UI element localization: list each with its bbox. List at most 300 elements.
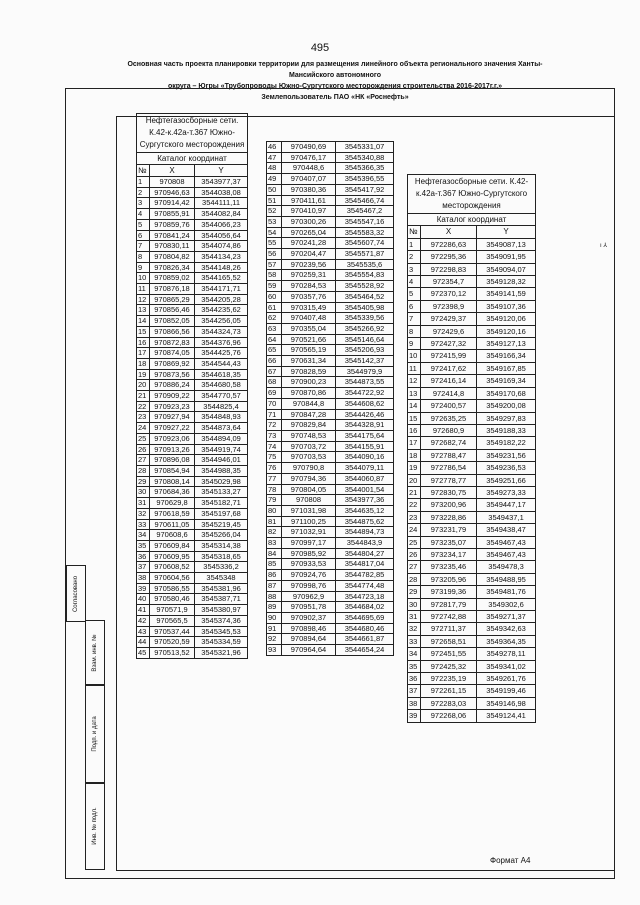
coord-y: 3545554,83 bbox=[336, 270, 394, 281]
coord-x: 970909,22 bbox=[150, 391, 195, 402]
table-row bbox=[408, 474, 536, 486]
point-number: 21 bbox=[137, 391, 150, 402]
coord-x: 970629,8 bbox=[150, 498, 195, 509]
coord-y: 3549481,76 bbox=[477, 586, 536, 598]
coord-y: 3545197,68 bbox=[195, 508, 248, 519]
coord-y: 3549467,43 bbox=[477, 536, 536, 548]
point-number: 33 bbox=[137, 519, 150, 530]
table-row bbox=[267, 538, 394, 549]
point-number: 45 bbox=[137, 647, 150, 658]
coord-y: 3549146,98 bbox=[477, 697, 536, 709]
point-number: 32 bbox=[408, 623, 421, 635]
table-row bbox=[408, 350, 536, 362]
coord-x: 970609,95 bbox=[150, 551, 195, 562]
table-row bbox=[267, 441, 394, 452]
coord-y: 3545535,6 bbox=[336, 259, 394, 270]
table-row bbox=[408, 276, 536, 288]
coord-y: 3544001,54 bbox=[336, 484, 394, 495]
coord-x: 970748,53 bbox=[282, 430, 336, 441]
point-number: 77 bbox=[267, 473, 282, 484]
coord-x: 973231,79 bbox=[421, 524, 477, 536]
coord-y: 3544544,43 bbox=[195, 358, 248, 369]
coord-x: 973200,96 bbox=[421, 499, 477, 511]
point-number: 23 bbox=[137, 412, 150, 423]
table-row bbox=[137, 637, 248, 648]
point-number: 79 bbox=[267, 495, 282, 506]
coord-y: 3544111,11 bbox=[195, 198, 248, 209]
table-row bbox=[137, 605, 248, 616]
table-row bbox=[408, 424, 536, 436]
coord-y: 3545266,04 bbox=[195, 530, 248, 541]
coord-y: 3549120,16 bbox=[477, 325, 536, 337]
table-row bbox=[408, 325, 536, 337]
point-number: 83 bbox=[267, 538, 282, 549]
coord-x: 970571,9 bbox=[150, 605, 195, 616]
table-row bbox=[137, 412, 248, 423]
table-row bbox=[408, 536, 536, 548]
coord-y: 3549200,08 bbox=[477, 400, 536, 412]
coord-y: 3545318,65 bbox=[195, 551, 248, 562]
coord-y: 3544082,84 bbox=[195, 209, 248, 220]
point-number: 7 bbox=[137, 241, 150, 252]
coord-x: 972778,77 bbox=[421, 474, 477, 486]
table-row bbox=[408, 387, 536, 399]
point-number: 1 bbox=[137, 177, 150, 188]
coord-y: 3544038,08 bbox=[195, 187, 248, 198]
point-number: 28 bbox=[408, 573, 421, 585]
table-row bbox=[267, 463, 394, 474]
column-header: Y bbox=[195, 165, 248, 177]
coord-x: 972788,47 bbox=[421, 449, 477, 461]
coord-x: 970898,46 bbox=[282, 623, 336, 634]
point-number: 87 bbox=[267, 580, 282, 591]
table-row bbox=[137, 540, 248, 551]
stamp-vzam bbox=[85, 620, 105, 686]
coord-y: 3544848,93 bbox=[195, 412, 248, 423]
table-row bbox=[267, 345, 394, 356]
stamp-podp-data-label: Подп. и дата bbox=[92, 716, 98, 752]
coord-y: 3544148,26 bbox=[195, 262, 248, 273]
point-number: 18 bbox=[137, 358, 150, 369]
point-number: 88 bbox=[267, 591, 282, 602]
coord-y: 3544235,62 bbox=[195, 305, 248, 316]
table-row bbox=[267, 612, 394, 623]
coord-x: 970410,97 bbox=[282, 206, 336, 217]
coord-x: 970985,92 bbox=[282, 548, 336, 559]
point-number: 11 bbox=[137, 284, 150, 295]
table-row bbox=[267, 291, 394, 302]
coord-x: 970924,76 bbox=[282, 570, 336, 581]
coord-x: 970870,86 bbox=[282, 388, 336, 399]
point-number: 81 bbox=[267, 516, 282, 527]
point-number: 72 bbox=[267, 420, 282, 431]
coord-x: 972295,36 bbox=[421, 251, 477, 263]
coord-y: 3545387,71 bbox=[195, 594, 248, 605]
table-row bbox=[137, 476, 248, 487]
table-row bbox=[137, 615, 248, 626]
point-number: 26 bbox=[137, 444, 150, 455]
coord-y: 3549488,95 bbox=[477, 573, 536, 585]
table-row bbox=[137, 401, 248, 412]
coord-y: 3545340,88 bbox=[336, 152, 394, 163]
coord-y: 3545133,27 bbox=[195, 487, 248, 498]
table-title: Нефтегазосборные сети. К.42-к.42а-т.367 Южно-Сургутского месторождения bbox=[408, 175, 536, 214]
point-number: 59 bbox=[267, 281, 282, 292]
coord-x: 970476,17 bbox=[282, 152, 336, 163]
point-number: 19 bbox=[137, 369, 150, 380]
coord-x: 972298,83 bbox=[421, 263, 477, 275]
table-row bbox=[267, 377, 394, 388]
table-row bbox=[408, 710, 536, 722]
table-row bbox=[137, 562, 248, 573]
coord-y: 3545142,37 bbox=[336, 356, 394, 367]
table-row bbox=[408, 362, 536, 374]
point-number: 29 bbox=[408, 586, 421, 598]
point-number: 25 bbox=[408, 536, 421, 548]
table-row bbox=[267, 473, 394, 484]
coord-x: 970855,91 bbox=[150, 209, 195, 220]
coord-x: 973235,46 bbox=[421, 561, 477, 573]
coord-x: 970826,34 bbox=[150, 262, 195, 273]
point-number: 22 bbox=[137, 401, 150, 412]
point-number: 35 bbox=[408, 660, 421, 672]
coord-y: 3545331,07 bbox=[336, 142, 394, 153]
stamp-podp-data bbox=[85, 684, 105, 784]
table-row bbox=[408, 697, 536, 709]
coord-y: 3544723,18 bbox=[336, 591, 394, 602]
coord-x: 970872,83 bbox=[150, 337, 195, 348]
table-row bbox=[137, 508, 248, 519]
table-row bbox=[408, 635, 536, 647]
table-row bbox=[137, 337, 248, 348]
point-number: 66 bbox=[267, 356, 282, 367]
point-number: 58 bbox=[267, 270, 282, 281]
table-row bbox=[408, 412, 536, 424]
point-number: 54 bbox=[267, 227, 282, 238]
table-row bbox=[408, 598, 536, 610]
coord-y: 3543977,37 bbox=[195, 177, 248, 188]
coord-y: 3544804,27 bbox=[336, 548, 394, 559]
table-row bbox=[137, 316, 248, 327]
table-row bbox=[137, 273, 248, 284]
coord-x: 970808 bbox=[282, 495, 336, 506]
point-number: 6 bbox=[408, 300, 421, 312]
table-row bbox=[267, 238, 394, 249]
table-row bbox=[137, 433, 248, 444]
coord-y: 3544324,73 bbox=[195, 326, 248, 337]
format-label: Формат А4 bbox=[490, 856, 531, 865]
coord-x: 972286,63 bbox=[421, 238, 477, 250]
coord-x: 970604,56 bbox=[150, 573, 195, 584]
point-number: 37 bbox=[137, 562, 150, 573]
point-number: 3 bbox=[137, 198, 150, 209]
coord-x: 970703,53 bbox=[282, 452, 336, 463]
coord-x: 972682,74 bbox=[421, 437, 477, 449]
table-row bbox=[408, 623, 536, 635]
point-number: 36 bbox=[137, 551, 150, 562]
coord-x: 970204,47 bbox=[282, 249, 336, 260]
coord-x: 970962,9 bbox=[282, 591, 336, 602]
header-line-3: Землепользователь ПАО «НК «Роснефть» bbox=[261, 94, 409, 101]
coord-x: 971031,98 bbox=[282, 505, 336, 516]
coord-x: 970315,49 bbox=[282, 302, 336, 313]
point-number: 17 bbox=[408, 437, 421, 449]
point-number: 10 bbox=[408, 350, 421, 362]
column-header: Y bbox=[477, 226, 536, 238]
table-row bbox=[267, 495, 394, 506]
point-number: 4 bbox=[408, 276, 421, 288]
coord-x: 970804,82 bbox=[150, 251, 195, 262]
coord-y: 3544155,91 bbox=[336, 441, 394, 452]
point-number: 8 bbox=[408, 325, 421, 337]
coord-x: 972427,32 bbox=[421, 338, 477, 350]
point-number: 27 bbox=[137, 455, 150, 466]
coord-x: 972817,79 bbox=[421, 598, 477, 610]
coord-y: 3545336,2 bbox=[195, 562, 248, 573]
coord-y: 3545571,87 bbox=[336, 249, 394, 260]
coordinate-table-3 bbox=[407, 174, 536, 723]
table-catalog-caption: Каталог координат bbox=[408, 214, 536, 226]
column-header: X bbox=[421, 226, 477, 238]
coord-y: 3549271,37 bbox=[477, 611, 536, 623]
table-title: Нефтегазосборные сети. К.42-к.42а-т.367 Южно-Сургутского месторождения bbox=[137, 114, 248, 153]
point-number: 70 bbox=[267, 398, 282, 409]
coord-y: 3544256,05 bbox=[195, 316, 248, 327]
coord-y: 3549094,07 bbox=[477, 263, 536, 275]
coord-y: 3545466,74 bbox=[336, 195, 394, 206]
coord-y: 3545380,97 bbox=[195, 605, 248, 616]
coord-y: 3545467,2 bbox=[336, 206, 394, 217]
table-row bbox=[267, 142, 394, 153]
coord-x: 970608,6 bbox=[150, 530, 195, 541]
coord-y: 3544774,48 bbox=[336, 580, 394, 591]
coord-x: 970902,37 bbox=[282, 612, 336, 623]
coord-y: 3545374,36 bbox=[195, 615, 248, 626]
coord-y: 3549166,34 bbox=[477, 350, 536, 362]
table-row bbox=[267, 249, 394, 260]
table-row bbox=[137, 498, 248, 509]
point-number: 63 bbox=[267, 323, 282, 334]
table-row bbox=[408, 263, 536, 275]
coord-x: 972742,88 bbox=[421, 611, 477, 623]
table-row bbox=[137, 444, 248, 455]
coord-x: 972830,75 bbox=[421, 486, 477, 498]
coord-y: 3544376,96 bbox=[195, 337, 248, 348]
coord-x: 970854,94 bbox=[150, 465, 195, 476]
table-row bbox=[408, 238, 536, 250]
point-number: 24 bbox=[137, 423, 150, 434]
coord-x: 970913,26 bbox=[150, 444, 195, 455]
coord-y: 3545405,98 bbox=[336, 302, 394, 313]
table-row bbox=[137, 391, 248, 402]
point-number: 39 bbox=[408, 710, 421, 722]
point-number: 37 bbox=[408, 685, 421, 697]
point-number: 52 bbox=[267, 206, 282, 217]
coord-x: 970859,76 bbox=[150, 219, 195, 230]
coord-y: 3544134,23 bbox=[195, 251, 248, 262]
coordinate-table-2 bbox=[266, 141, 394, 656]
point-number: 68 bbox=[267, 377, 282, 388]
point-number: 4 bbox=[137, 209, 150, 220]
point-number: 74 bbox=[267, 441, 282, 452]
coord-x: 970357,76 bbox=[282, 291, 336, 302]
coord-y: 3544426,46 bbox=[336, 409, 394, 420]
table-row bbox=[267, 259, 394, 270]
coord-x: 972415,99 bbox=[421, 350, 477, 362]
point-number: 47 bbox=[267, 152, 282, 163]
point-number: 38 bbox=[137, 573, 150, 584]
table-row bbox=[408, 251, 536, 263]
coord-x: 972429,6 bbox=[421, 325, 477, 337]
table-row bbox=[137, 294, 248, 305]
table-row bbox=[137, 262, 248, 273]
coord-x: 970852,05 bbox=[150, 316, 195, 327]
point-number: 31 bbox=[137, 498, 150, 509]
coord-x: 970847,28 bbox=[282, 409, 336, 420]
coord-x: 970844,8 bbox=[282, 398, 336, 409]
stamp-vzam-label: Взам. инв. № bbox=[92, 634, 98, 672]
table-row bbox=[267, 623, 394, 634]
coord-y: 3545182,71 bbox=[195, 498, 248, 509]
table-row bbox=[137, 423, 248, 434]
coord-x: 972398,9 bbox=[421, 300, 477, 312]
table-row bbox=[267, 152, 394, 163]
coord-x: 970808,14 bbox=[150, 476, 195, 487]
point-number: 67 bbox=[267, 366, 282, 377]
table-row bbox=[408, 573, 536, 585]
table-row bbox=[267, 270, 394, 281]
table-row bbox=[408, 524, 536, 536]
point-number: 35 bbox=[137, 540, 150, 551]
point-number: 50 bbox=[267, 184, 282, 195]
coord-y: 3544988,35 bbox=[195, 465, 248, 476]
coord-y: 3545348 bbox=[195, 573, 248, 584]
table-row bbox=[267, 634, 394, 645]
table-row bbox=[408, 648, 536, 660]
table-row bbox=[137, 380, 248, 391]
table-row bbox=[408, 511, 536, 523]
point-number: 43 bbox=[137, 626, 150, 637]
coord-x: 970355,04 bbox=[282, 323, 336, 334]
coord-x: 970448,6 bbox=[282, 163, 336, 174]
table-row bbox=[267, 216, 394, 227]
coord-y: 3544825,4 bbox=[195, 401, 248, 412]
coord-x: 970521,66 bbox=[282, 334, 336, 345]
coord-y: 3549169,34 bbox=[477, 375, 536, 387]
point-number: 75 bbox=[267, 452, 282, 463]
coord-y: 3544618,35 bbox=[195, 369, 248, 380]
coord-x: 970886,24 bbox=[150, 380, 195, 391]
coord-y: 3544843,9 bbox=[336, 538, 394, 549]
point-number: 34 bbox=[408, 648, 421, 660]
coord-y: 3544635,12 bbox=[336, 505, 394, 516]
point-number: 53 bbox=[267, 216, 282, 227]
coord-x: 972261,15 bbox=[421, 685, 477, 697]
table-row bbox=[137, 626, 248, 637]
point-number: 8 bbox=[137, 251, 150, 262]
coord-y: 3549120,06 bbox=[477, 313, 536, 325]
table-row bbox=[137, 251, 248, 262]
coord-x: 970300,26 bbox=[282, 216, 336, 227]
point-number: 57 bbox=[267, 259, 282, 270]
coord-x: 970407,07 bbox=[282, 174, 336, 185]
coord-x: 970866,56 bbox=[150, 326, 195, 337]
point-number: 18 bbox=[408, 449, 421, 461]
coord-y: 3549437,1 bbox=[477, 511, 536, 523]
coord-y: 3549199,46 bbox=[477, 685, 536, 697]
coord-y: 3549167,85 bbox=[477, 362, 536, 374]
table-row bbox=[137, 455, 248, 466]
point-number: 24 bbox=[408, 524, 421, 536]
coord-y: 3549302,6 bbox=[477, 598, 536, 610]
coord-y: 3549341,02 bbox=[477, 660, 536, 672]
coord-y: 3545146,64 bbox=[336, 334, 394, 345]
table-row bbox=[267, 388, 394, 399]
table-row bbox=[408, 449, 536, 461]
point-number: 3 bbox=[408, 263, 421, 275]
coord-y: 3544090,16 bbox=[336, 452, 394, 463]
coordinate-table-1 bbox=[136, 113, 248, 659]
point-number: 36 bbox=[408, 673, 421, 685]
coord-y: 3545607,74 bbox=[336, 238, 394, 249]
point-number: 20 bbox=[137, 380, 150, 391]
coord-x: 970876,18 bbox=[150, 284, 195, 295]
approval-stamp-strip bbox=[66, 565, 104, 870]
table-row bbox=[267, 559, 394, 570]
table-row bbox=[267, 302, 394, 313]
coord-y: 3544680,58 bbox=[195, 380, 248, 391]
coord-y: 3544894,73 bbox=[336, 527, 394, 538]
point-number: 48 bbox=[267, 163, 282, 174]
coord-x: 970608,52 bbox=[150, 562, 195, 573]
header-line-1: Основная часть проекта планировки территории для размещения линейного объекта регионального значения Ханты-Мансийского автономного bbox=[127, 61, 543, 79]
coord-x: 970513,52 bbox=[150, 647, 195, 658]
coord-y: 3545381,96 bbox=[195, 583, 248, 594]
coord-x: 973205,96 bbox=[421, 573, 477, 585]
table-row bbox=[137, 219, 248, 230]
coord-x: 970565,19 bbox=[282, 345, 336, 356]
table-row bbox=[408, 313, 536, 325]
table-row bbox=[267, 505, 394, 516]
page-number: 495 bbox=[310, 42, 330, 54]
table-row bbox=[267, 591, 394, 602]
coord-y: 3544171,71 bbox=[195, 284, 248, 295]
coord-x: 972354,7 bbox=[421, 276, 477, 288]
coord-x: 970804,05 bbox=[282, 484, 336, 495]
coord-x: 972658,51 bbox=[421, 635, 477, 647]
coord-y: 3549124,41 bbox=[477, 710, 536, 722]
table-row bbox=[137, 241, 248, 252]
point-number: 11 bbox=[408, 362, 421, 374]
coord-x: 970856,46 bbox=[150, 305, 195, 316]
coord-y: 3544165,52 bbox=[195, 273, 248, 284]
coord-x: 972786,54 bbox=[421, 462, 477, 474]
coord-y: 3544946,01 bbox=[195, 455, 248, 466]
point-number: 5 bbox=[137, 219, 150, 230]
stamp-inv-podl-label: Инв. № подл. bbox=[92, 807, 98, 845]
coord-y: 3549128,32 bbox=[477, 276, 536, 288]
table-row bbox=[267, 281, 394, 292]
point-number: 34 bbox=[137, 530, 150, 541]
point-number: 91 bbox=[267, 623, 282, 634]
table-row bbox=[267, 323, 394, 334]
coord-y: 3544919,74 bbox=[195, 444, 248, 455]
margin-mark: ı ⅄ bbox=[600, 243, 607, 249]
coord-y: 3544873,64 bbox=[195, 423, 248, 434]
coord-x: 970927,94 bbox=[150, 412, 195, 423]
coord-y: 3545366,35 bbox=[336, 163, 394, 174]
point-number: 9 bbox=[137, 262, 150, 273]
